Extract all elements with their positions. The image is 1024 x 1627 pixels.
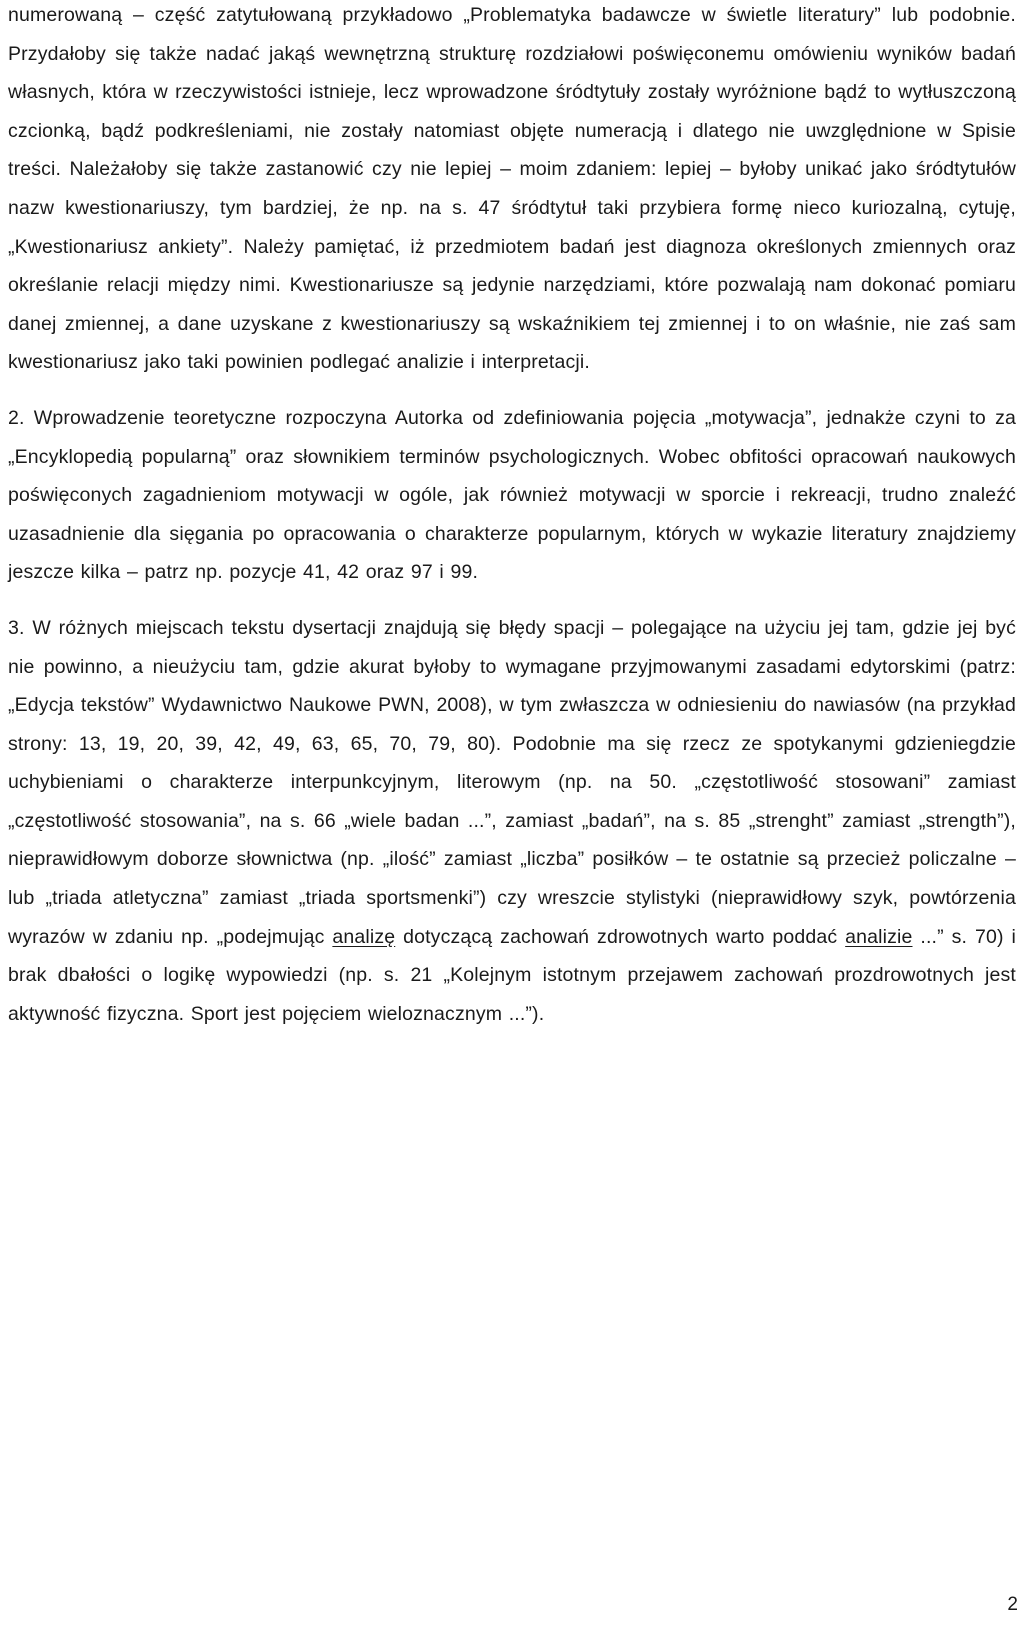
paragraph-theoretical-introduction: 2. Wprowadzenie teoretyczne rozpoczyna Autorka od zdefiniowania pojęcia „motywacja”, jednakże czyni to za „Encyklopedią popularną” oraz słownikiem terminów psychologicznych. Wobec obfitości opracowań naukowych poświęconych zagadnieniom motywacji w ogóle, jak również motywacji w sporcie i rekreacji, trudno znaleźć uzasadnienie dla sięgania po opracowania o charakterze popularnym, których w wykazie literatury znajdziemy jeszcze kilka – patrz np. pozycje 41, 42 oraz 97 i 99.	[8, 406, 1016, 584]
paragraph-text-segment: 3. W różnych miejscach tekstu dysertacji znajdują się błędy spacji – polegające na użyciu jej tam, gdzie jej być nie powinno, a nieużyciu tam, gdzie akurat byłoby to wymagane przyjmowanymi zasadami edytorskimi (patrz: „Edycja tekstów” Wydawnictwo Naukowe PWN, 2008), w tym zwłaszcza w odniesieniu do nawiasów (na przykład strony: 13, 19, 20, 39, 42, 49, 63, 65, 70, 79, 80). Podobnie ma się rzecz ze spotykanymi gdzieniegdzie uchybieniami o charakterze interpunkcyjnym, literowym (np. na 50. „częstotliwość stosowani” zamiast „częstotliwość stosowania”, na s. 66 „wiele badan ...”, zamiast „badań”, na s. 85 „strenght” zamiast „strength”), nieprawidłowym doborze słownictwa (np. „ilość” zamiast „liczba” posiłków – te ostatnie są przecież policzalne – lub „triada atletyczna” zamiast „triada sportsmenki”) czy wreszcie stylistyki (nieprawidłowy szyk, powtórzenia wyrazów w zdaniu np. „podejmując	[8, 616, 1016, 948]
page-number: 2	[1007, 1594, 1018, 1615]
underlined-word: analizie	[845, 925, 913, 948]
paragraph-text-segment: ...” s. 70) i brak dbałości o logikę wypowiedzi (np. s. 21 „Kolejnym istotnym przejawem zachowań prozdrowotnych jest aktywność fizyczna. Sport jest pojęciem wieloznacznym ...”).	[8, 925, 1016, 1025]
document-page	[8, 0, 1016, 1033]
paragraph-editorial-errors	[8, 609, 1016, 1034]
paragraph-structure-remarks: numerowaną – część zatytułowaną przykładowo „Problematyka badawcze w świetle literatury” lub podobnie. Przydałoby się także nadać jakąś wewnętrzną strukturę rozdziałowi poświęconemu omówieniu wyników badań własnych, która w rzeczywistości istnieje, lecz wprowadzone śródtytuły zostały wyróżnione bądź to wytłuszczoną czcionką, bądź podkreśleniami, nie zostały natomiast objęte numeracją i dlatego nie uwzględnione w Spisie treści. Należałoby się także zastanowić czy nie lepiej – moim zdaniem: lepiej – byłoby unikać jako śródtytułów nazw kwestionariuszy, tym bardziej, że np. na s. 47 śródtytuł taki przybiera formę nieco kuriozalną, cytuję, „Kwestionariusz ankiety”. Należy pamiętać, iż przedmiotem badań jest diagnoza określonych zmiennych oraz określanie relacji między nimi. Kwestionariusze są jedynie narzędziami, które pozwalają nam dokonać pomiaru danej zmiennej, a dane uzyskane z kwestionariuszy są wskaźnikiem tej zmiennej i to on właśnie, nie zaś sam kwestionariusz jako taki powinien podlegać analizie i interpretacji.	[8, 4, 1016, 374]
paragraph-text-segment: dotyczącą zachowań zdrowotnych warto poddać	[395, 925, 846, 948]
underlined-word: analizę	[332, 925, 396, 948]
